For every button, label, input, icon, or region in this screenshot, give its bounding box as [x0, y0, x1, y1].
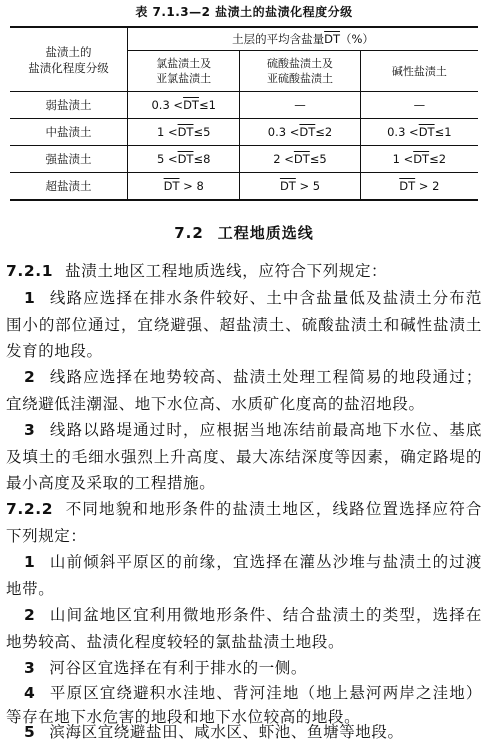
clause-item [6, 655, 482, 682]
cell-prefix: 1 < [156, 125, 178, 139]
cell-dt: $\overline{DT}$ [163, 178, 180, 193]
cell-dt: $\overline{DT}$ [418, 125, 435, 139]
section-number: 7.2 [174, 224, 204, 242]
clause-item [6, 720, 482, 744]
clause-item [6, 285, 482, 365]
cell-prefix: 2 < [273, 152, 294, 166]
item-text: 滨海区宜绕避盐田、咸水区、虾池、鱼塘等地段。 [49, 723, 404, 741]
clause-7-2-2 [6, 496, 482, 549]
cell-dt: $\overline{DT}$ [399, 178, 416, 193]
item-number: 4 [24, 684, 36, 702]
cell-dt: $\overline{DT}$ [183, 98, 199, 112]
table-row [10, 92, 478, 119]
item-number: 2 [24, 368, 36, 386]
cell-suffix: ≤5 [193, 125, 211, 139]
header-group-label: 土层的平均含盐量 [232, 32, 325, 46]
cell-suffix: ≤2 [315, 125, 333, 139]
row-label: 中盐渍土 [10, 119, 128, 146]
cell-dt: $\overline{DT}$ [177, 152, 194, 166]
clause-item [6, 602, 482, 655]
cell-suffix: > 2 [415, 178, 440, 193]
item-text: 山前倾斜平原区的前缘，宜选择在灌丛沙堆与盐渍土的过渡地带。 [6, 553, 482, 598]
clause-item [6, 417, 482, 497]
item-text: 山间盆地区宜利用微地形条件、结合盐渍土的类型，选择在地势较高、盐渍化程度较轻的氯盐盐渍土地段。 [6, 606, 482, 651]
cell-alkaline [360, 119, 478, 146]
cell-alkaline [360, 146, 478, 173]
cell-sulfate [240, 119, 360, 146]
header-salinization-grade [10, 27, 128, 92]
cell-sulfate [240, 146, 360, 173]
cell-suffix: ≤1 [198, 98, 216, 112]
header-left-line1: 盐渍土的 [45, 44, 92, 59]
section-title-text: 工程地质选线 [217, 224, 314, 242]
section-heading [0, 222, 488, 243]
header-group-dt: $\overline{DT}$ [324, 32, 340, 46]
header-group-unit: （%） [339, 32, 374, 46]
header-left-line2: 盐渍化程度分级 [28, 60, 109, 75]
table-header-row [10, 27, 478, 51]
cell-dt: $\overline{DT}$ [293, 152, 310, 166]
item-number: 3 [24, 421, 36, 439]
cell-suffix: > 5 [295, 178, 321, 193]
cell-suffix: > 8 [179, 178, 204, 193]
clause-text: 不同地貌和地形条件的盐渍土地区，线路位置选择应符合下列规定： [6, 500, 482, 545]
item-number: 2 [24, 606, 36, 624]
item-text: 平原区宜绕避积水洼地、背河洼地（地上悬河两岸之洼地）等存在地下水危害的地段和地下水位较高的地段。 [6, 684, 482, 726]
cell-alkaline [360, 173, 478, 200]
header-alkaline [360, 51, 478, 92]
clause-text: 盐渍土地区工程地质选线，应符合下列规定： [65, 262, 388, 280]
item-number: 3 [24, 659, 36, 677]
cell-dt: $\overline{DT}$ [279, 178, 296, 193]
table-row [10, 173, 478, 200]
clause-item [6, 364, 482, 417]
cell-sulfate: — [240, 92, 360, 119]
salinization-table [10, 26, 478, 201]
header-chloride-line1: 氯盐渍土及 [156, 57, 212, 70]
item-number: 1 [24, 289, 36, 307]
cell-prefix: 1 < [392, 152, 414, 166]
cell-suffix: ≤2 [429, 152, 447, 166]
cell-chloride [128, 146, 240, 173]
cell-alkaline: — [360, 92, 478, 119]
header-chloride [128, 51, 240, 92]
clause-number: 7.2.2 [6, 500, 54, 518]
cell-dt: $\overline{DT}$ [177, 125, 194, 139]
cell-prefix: 5 < [156, 152, 178, 166]
clause-item [6, 549, 482, 602]
item-text: 线路应选择在地势较高、盐渍土处理工程简易的地段通过；宜绕避低洼潮湿、地下水位高、水质矿化度高的盐沼地段。 [6, 368, 482, 413]
item-number: 1 [24, 553, 36, 571]
header-alkaline-label: 碱性盐渍土 [391, 64, 447, 78]
cell-prefix: 0.3 < [387, 125, 419, 139]
header-average-salt-content [128, 27, 478, 51]
header-sulfate [240, 51, 360, 92]
header-sulfate-line1: 硫酸盐渍土及 [267, 57, 334, 70]
header-sulfate-line2: 亚硫酸盐渍土 [267, 72, 334, 85]
cell-chloride [128, 119, 240, 146]
cell-dt: $\overline{DT}$ [413, 152, 430, 166]
item-text: 河谷区宜选择在有利于排水的一侧。 [49, 659, 307, 677]
row-label: 弱盐渍土 [10, 92, 128, 119]
cell-sulfate [240, 173, 360, 200]
cell-prefix: 0.3 < [151, 98, 184, 112]
item-text: 线路以路堤通过时，应根据当地冻结前最高地下水位、基底及填土的毛细水强烈上升高度、最大冻结深度等因素，确定路堤的最小高度及采取的工程措施。 [6, 421, 482, 492]
clause-number: 7.2.1 [6, 262, 54, 280]
row-label: 超盐渍土 [10, 173, 128, 200]
table-title: 表 7.1.3—2 盐渍土的盐渍化程度分级 [135, 5, 353, 19]
item-number: 5 [24, 723, 36, 741]
cell-suffix: ≤8 [193, 152, 211, 166]
cell-chloride [128, 92, 240, 119]
table-row [10, 146, 478, 173]
cell-suffix: ≤5 [309, 152, 327, 166]
header-chloride-line2: 亚氯盐渍土 [156, 72, 212, 85]
cell-suffix: ≤1 [434, 125, 452, 139]
clause-7-2-1 [6, 258, 482, 285]
cell-dt: $\overline{DT}$ [299, 125, 316, 139]
row-label: 强盐渍土 [10, 146, 128, 173]
table-row [10, 119, 478, 146]
cell-chloride [128, 173, 240, 200]
cell-prefix: 0.3 < [267, 125, 300, 139]
item-text: 线路应选择在排水条件较好、土中含盐量低及盐渍土分布范围小的部位通过，宜绕避强、超盐渍土、硫酸盐渍土和碱性盐渍土发育的地段。 [6, 289, 482, 360]
